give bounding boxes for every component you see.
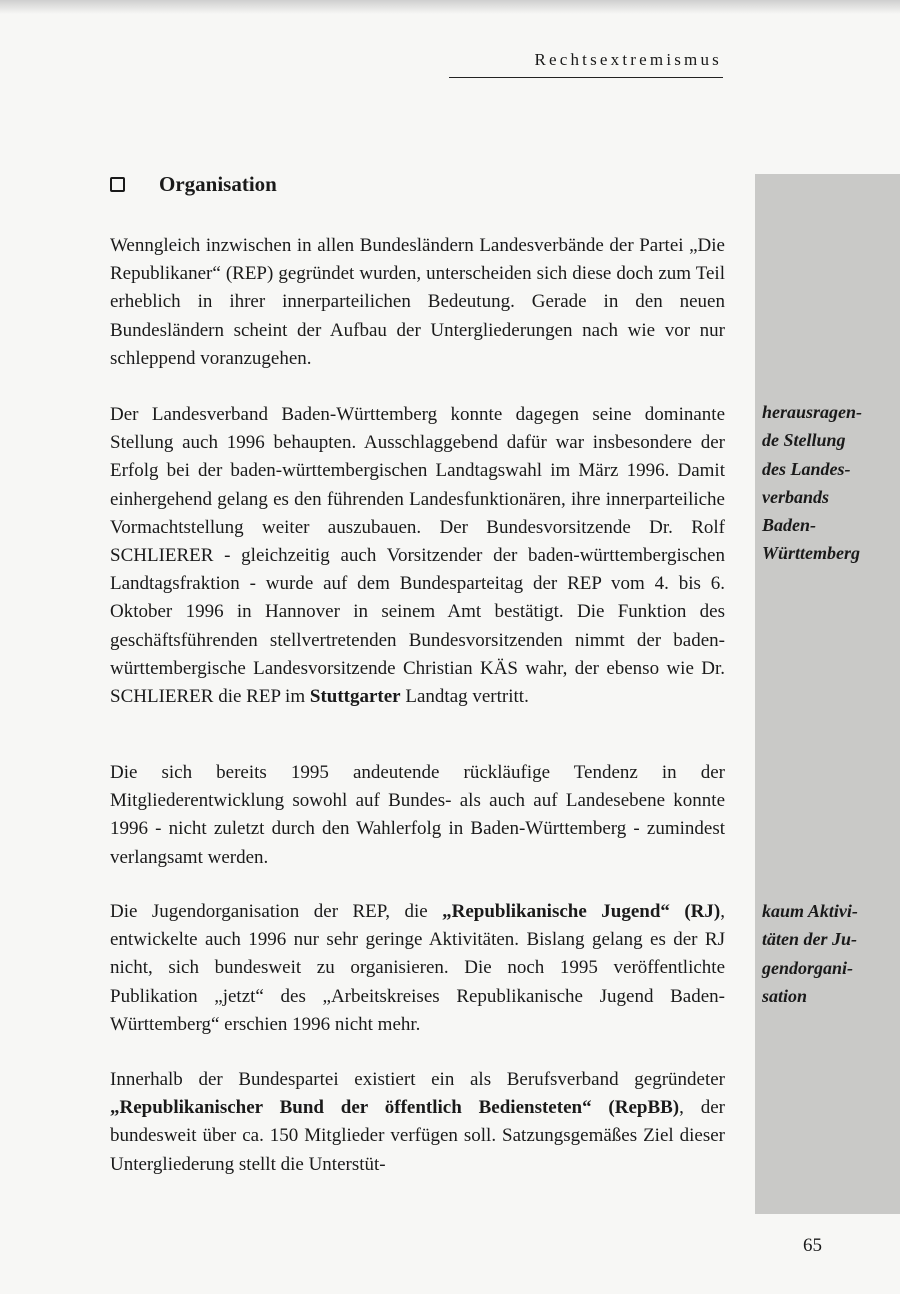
paragraph-4-bold: „Republikanische Jugend“ (RJ) [442, 901, 721, 922]
checkbox-bullet-icon [110, 177, 125, 192]
page-number: 65 [803, 1235, 822, 1256]
paragraph-2-bold: Stuttgarter [309, 686, 401, 708]
paragraph-2-text-b: Landtag vertritt. [400, 686, 529, 708]
paragraph-1: Wenngleich inzwischen in allen Bundesländern Landesverbände der Partei „Die Republikaner“ (REP) gegründet wurden, unterscheiden sich diese doch zum Teil erheblich in ihrer innerparteilichen Bedeutung. Gerade in den neuen Bundesländern scheint der Aufbau der Untergliederungen nach wie vor nur schleppend voranzugehen. [110, 235, 725, 369]
paragraph-5-text-b: , der bundesweit über ca. 150 Mitglieder verfügen soll. Satzungsgemäßes Ziel dieser Untergliederung stellt die Unterstüt- [110, 1097, 725, 1175]
paragraph-5 [110, 1066, 725, 1179]
paragraph-5-text-a: Innerhalb der Bundespartei existiert ein als Berufsverband gegründeter [110, 1069, 725, 1090]
paragraph-3: Die sich bereits 1995 andeutende rückläufige Tendenz in der Mitgliederentwicklung sowohl auf Bundes- als auch auf Landesebene konnte 1996 - nicht zuletzt durch den Wahlerfolg in Baden-Württemberg - zumindest verlangsamt werden. [110, 762, 725, 868]
paragraph-4 [110, 898, 725, 1039]
header-rule [449, 77, 723, 78]
paragraph-4-text-b: , entwickelte auch 1996 nur sehr geringe Aktivitäten. Bislang gelang es der RJ nicht, sich bundesweit zu organisieren. Die noch 1995 veröffentlichte Publikation „jetzt“ des „Arbeitskreises Republikanische Jugend Baden-Württemberg“ erschien 1996 nicht mehr. [110, 901, 725, 1035]
page-edge-shade [0, 0, 900, 14]
paragraph-5-bold: „Republikanischer Bund der öffentlich Bediensteten“ (RepBB) [110, 1097, 680, 1119]
margin-note-jugend: kaum Aktivi- täten der Ju- gendorgani- sation [762, 901, 858, 1006]
paragraph-4-text-a: Die Jugendorganisation der REP, die [110, 901, 443, 922]
margin-band [755, 174, 900, 1214]
paragraph-2-text-a: Der Landesverband Baden-Württemberg konnte dagegen seine dominante Stellung auch 1996 behaupten. Ausschlaggebend dafür war insbesondere der Erfolg bei der baden-württembergischen Landtagswahl im März 1996. Damit einhergehend gelang es den führenden Landesfunktionären, ihre innerparteiliche Vormachtstellung weiter auszubauen. Der Bundesvorsitzende Dr. Rolf SCHLIERER - gleichzeitig auch Vorsitzender der baden-württembergischen Landtagsfraktion - wurde auf dem Bundesparteitag der REP vom 4. bis 6. Oktober 1996 in Hannover in seinem Amt bestätigt. Die Funktion des geschäftsführenden stellvertretenden Bundesvorsitzenden nimmt der baden-württembergische Landesvorsitzende Christian KÄS wahr, der ebenso wie Dr. SCHLIERER die REP im [110, 404, 725, 708]
running-header: Rechtsextremismus [534, 50, 722, 69]
section-title: Organisation [159, 172, 277, 196]
margin-note-landesverband: herausragen- de Stellung des Landes- verbands Baden- Württemberg [762, 402, 863, 564]
section-heading [110, 172, 277, 197]
paragraph-2 [110, 401, 725, 711]
